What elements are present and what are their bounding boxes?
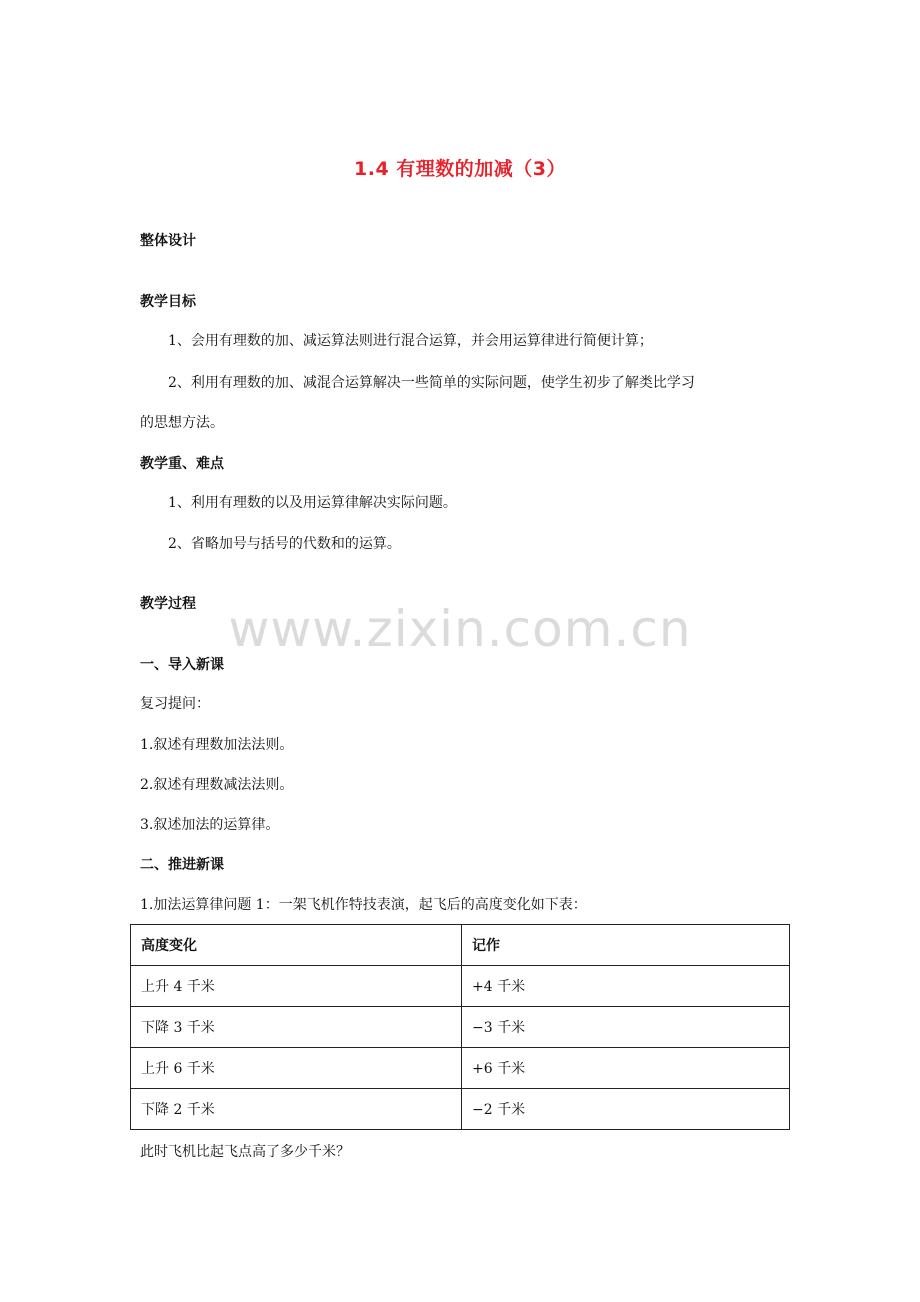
review-item-1: 1.叙述有理数加法法则。 [140, 737, 294, 753]
review-item-2: 2.叙述有理数减法法则。 [140, 777, 294, 793]
key-point-2: 2、省略加号与括号的代数和的运算。 [168, 536, 401, 552]
altitude-change-table [130, 924, 790, 1130]
table-cell: 上升 6 千米 [131, 1048, 462, 1089]
table-row [131, 1007, 790, 1048]
question-text: 此时飞机比起飞点高了多少千米？ [140, 1144, 350, 1160]
objective-2-line-2: 的思想方法。 [140, 415, 224, 431]
objective-1: 1、会用有理数的加、减运算法则进行混合运算，并会用运算律进行简便计算； [168, 333, 653, 349]
table-row [131, 966, 790, 1007]
table-header-row [131, 925, 790, 966]
table-row [131, 1089, 790, 1130]
table-cell: −3 千米 [462, 1007, 790, 1048]
watermark: www.zixin.com.cn [228, 600, 692, 658]
table-cell: −2 千米 [462, 1089, 790, 1130]
objectives-heading: 教学目标 [140, 294, 196, 310]
objective-2-line-1: 2、利用有理数的加、减混合运算解决一些简单的实际问题，使学生初步了解类比学习 [168, 375, 695, 391]
table-header-cell: 高度变化 [131, 925, 462, 966]
table-cell: 下降 3 千米 [131, 1007, 462, 1048]
overall-design-heading: 整体设计 [140, 233, 196, 249]
table-cell: 下降 2 千米 [131, 1089, 462, 1130]
table-cell: +6 千米 [462, 1048, 790, 1089]
table-cell: +4 千米 [462, 966, 790, 1007]
new-lesson-heading: 二、推进新课 [140, 857, 224, 873]
table-row [131, 1048, 790, 1089]
problem-1-text: 1.加法运算律问题 1：一架飞机作特技表演，起飞后的高度变化如下表： [140, 897, 587, 913]
key-points-heading: 教学重、难点 [140, 456, 224, 472]
process-heading: 教学过程 [140, 596, 196, 612]
review-prompt: 复习提问： [140, 696, 210, 712]
review-item-3: 3.叙述加法的运算律。 [140, 817, 280, 833]
intro-heading: 一、导入新课 [140, 657, 224, 673]
table-header-cell: 记作 [462, 925, 790, 966]
key-point-1: 1、利用有理数的以及用运算律解决实际问题。 [168, 495, 457, 511]
table-cell: 上升 4 千米 [131, 966, 462, 1007]
document-title: 1.4 有理数的加减（3） [354, 158, 566, 180]
